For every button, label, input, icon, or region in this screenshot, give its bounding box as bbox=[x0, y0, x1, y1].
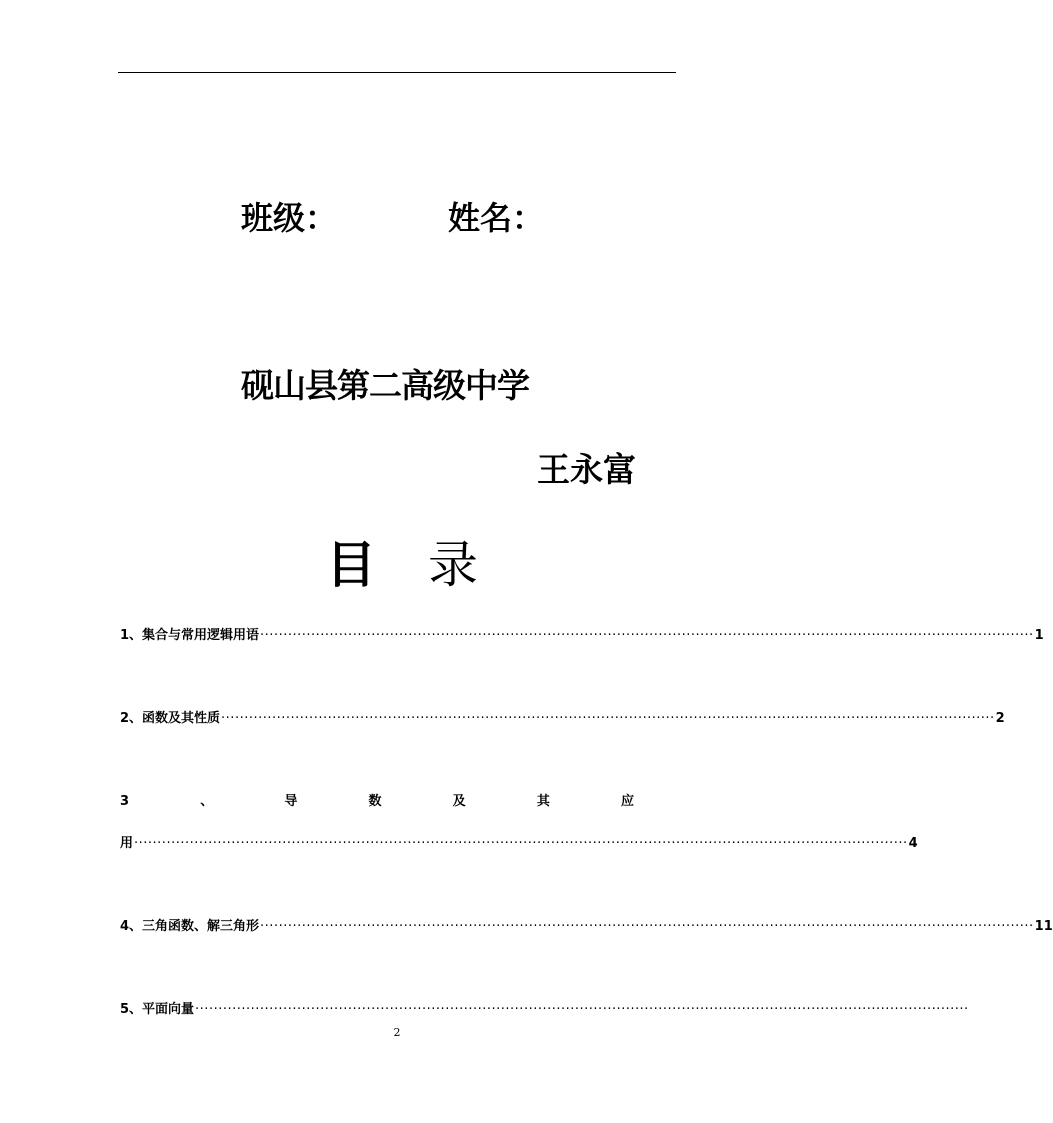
toc-title bbox=[326, 530, 478, 600]
toc-entry-char: 、 bbox=[200, 794, 214, 809]
toc-leader-dots: ······································································································································································· bbox=[260, 919, 1034, 934]
toc-entry[interactable] bbox=[120, 709, 1005, 729]
toc-entry-label: 2、函数及其性质 bbox=[120, 711, 221, 726]
toc-entry-continuation[interactable] bbox=[120, 834, 918, 854]
toc-title-char-2: 录 bbox=[428, 536, 478, 594]
header-rule bbox=[118, 72, 676, 73]
toc-entry-char: 其 bbox=[536, 794, 550, 809]
toc-entry[interactable] bbox=[120, 1000, 969, 1020]
toc-entry-page: 1 bbox=[1034, 628, 1044, 643]
toc-entry-char: 3 bbox=[120, 794, 130, 809]
toc-entry-page: 11 bbox=[1034, 919, 1053, 934]
toc-entry-label: 5、平面向量 bbox=[120, 1002, 195, 1017]
class-label: 班级： bbox=[241, 199, 338, 237]
toc-leader-dots: ······································································································································································· bbox=[260, 628, 1034, 643]
page-number: 2 bbox=[393, 1026, 401, 1039]
toc-entry-label: 用 bbox=[120, 836, 134, 851]
toc-entry-label: 1、集合与常用逻辑用语 bbox=[120, 628, 260, 643]
toc-entry-char: 应 bbox=[620, 794, 634, 809]
toc-entry-justified[interactable] bbox=[120, 792, 634, 812]
toc-leader-dots: ······································································································································································· bbox=[134, 836, 908, 851]
school-name: 砚山县第二高级中学 bbox=[241, 366, 529, 405]
toc-entry-char: 数 bbox=[368, 794, 382, 809]
toc-leader-dots: ······································································································································································· bbox=[221, 711, 995, 726]
toc-entry-label: 4、三角函数、解三角形 bbox=[120, 919, 260, 934]
toc-entry-page: 4 bbox=[908, 836, 918, 851]
toc-entry[interactable] bbox=[120, 626, 1044, 646]
toc-entry-char: 及 bbox=[452, 794, 466, 809]
name-label: 姓名： bbox=[448, 199, 545, 237]
author-name: 王永富 bbox=[537, 450, 636, 489]
toc-title-char-1: 目 bbox=[326, 536, 376, 594]
toc-leader-dots: ······································································································································································· bbox=[195, 1002, 969, 1017]
toc-entry-char: 导 bbox=[284, 794, 298, 809]
toc-entry[interactable] bbox=[120, 917, 1053, 937]
toc-entry-page: 2 bbox=[995, 711, 1005, 726]
